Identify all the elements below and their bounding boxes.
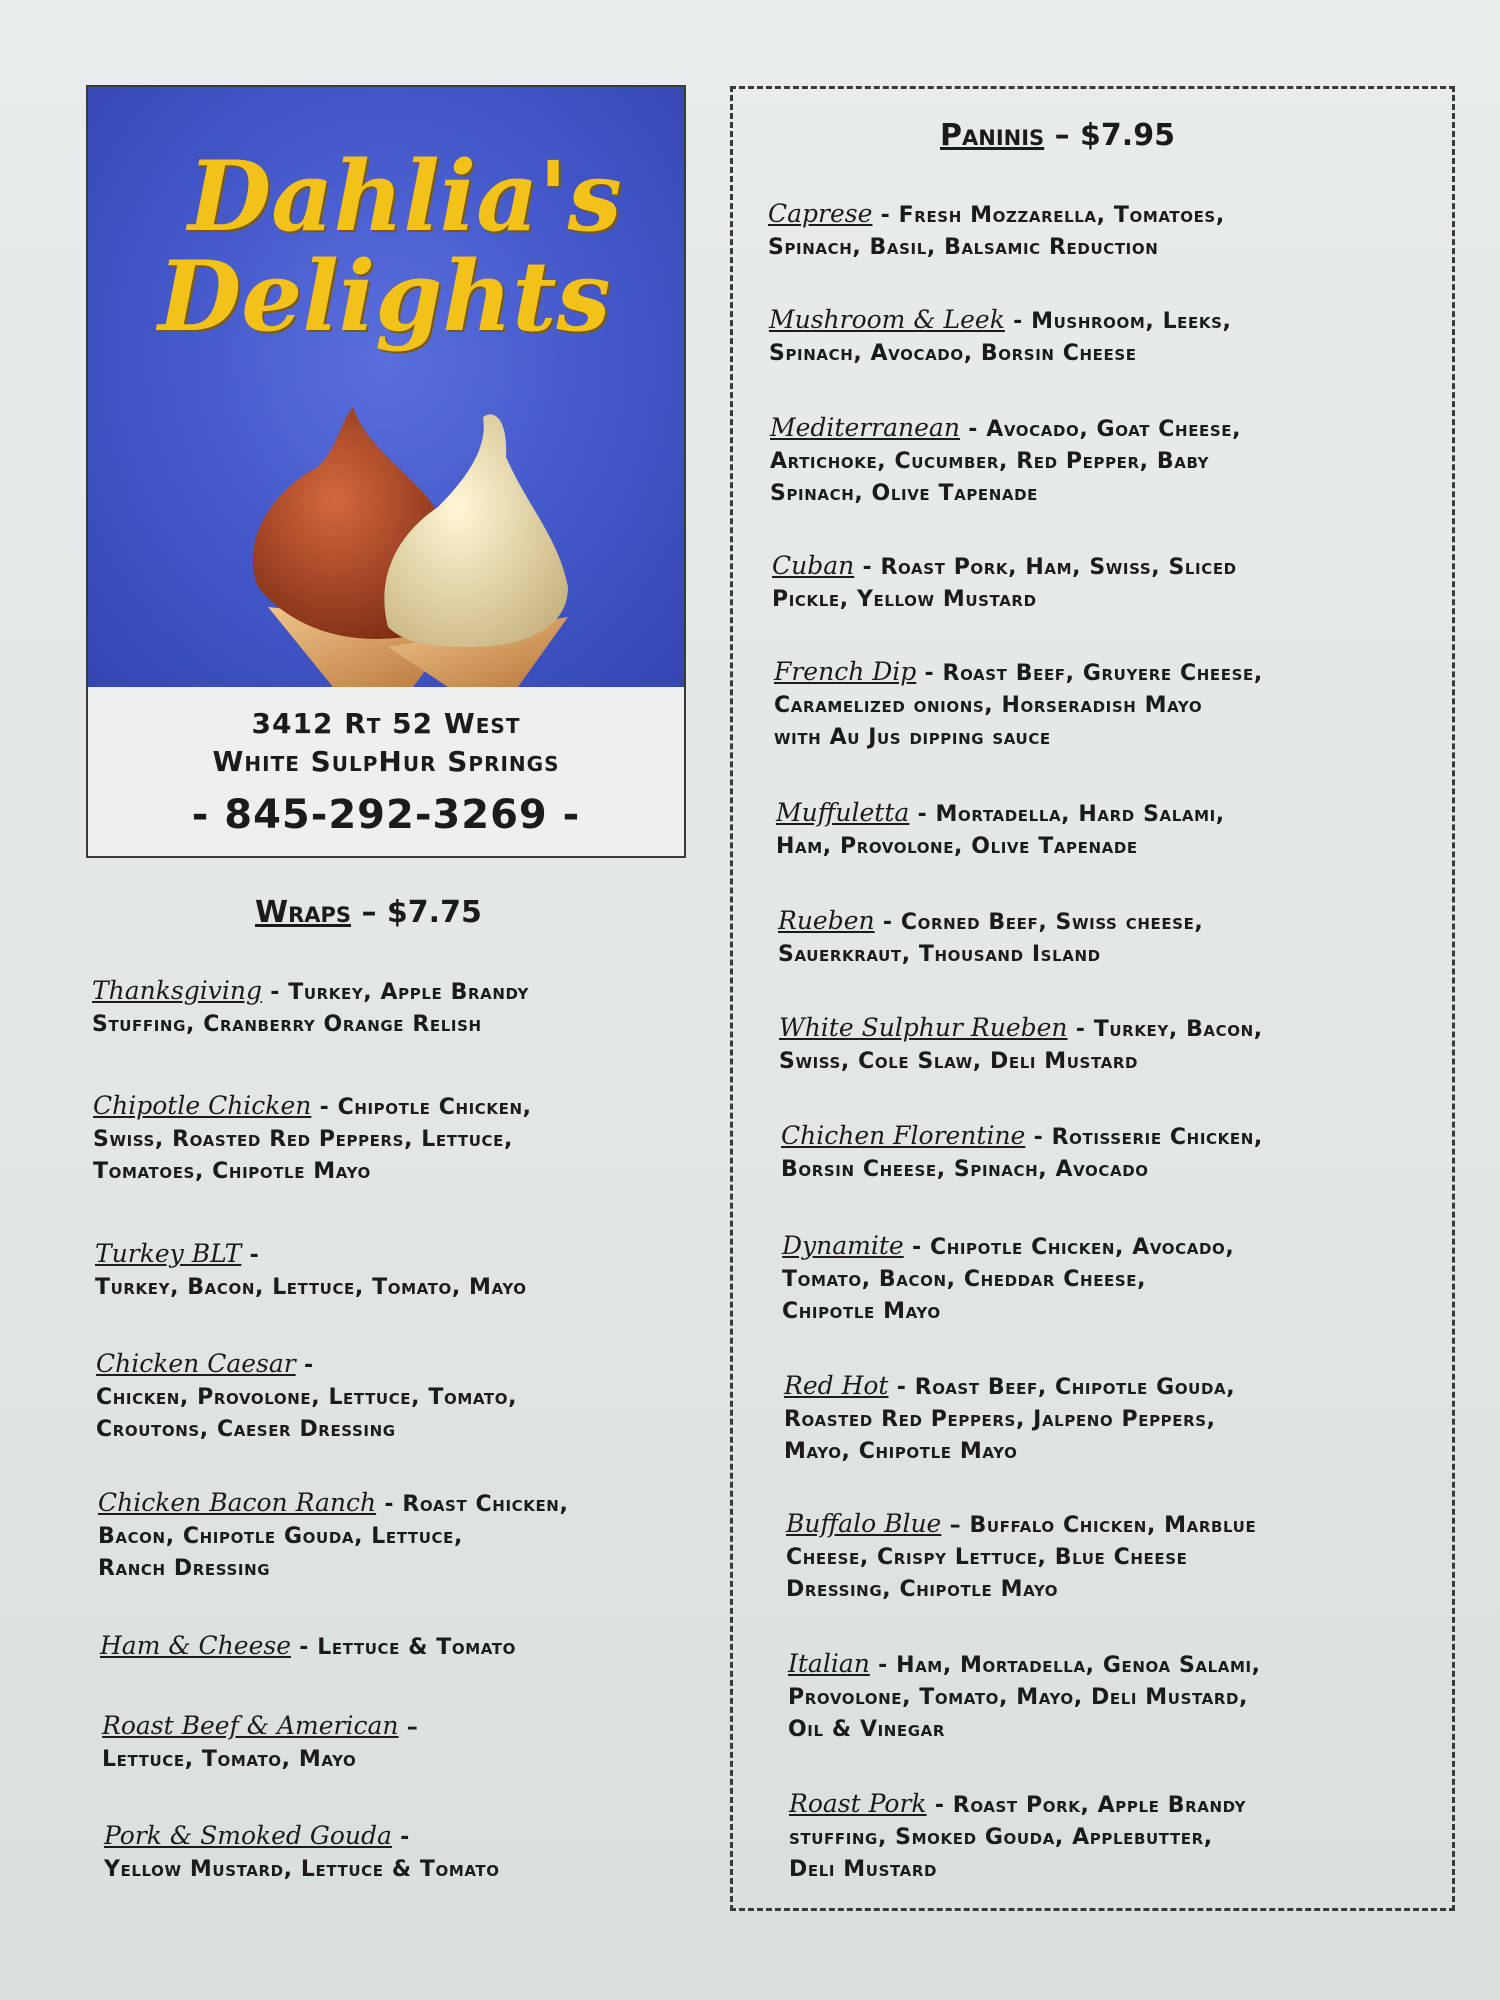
item-name: White Sulphur Rueben [779, 1013, 1068, 1042]
list-item [788, 1648, 1261, 1746]
paninis-price: – $7.95 [1054, 118, 1175, 153]
item-desc: Ranch Dressing [98, 1556, 271, 1581]
item-desc: – [398, 1715, 419, 1740]
list-item [96, 1348, 517, 1446]
item-desc: Spinach, Basil, Balsamic Reduction [768, 235, 1159, 260]
item-desc: - Roast Pork, Ham, Swiss, Sliced [854, 555, 1237, 580]
wraps-price: – $7.75 [361, 895, 482, 930]
item-desc: Croutons, Caeser Dressing [96, 1417, 396, 1442]
item-name: Thanksgiving [92, 976, 262, 1005]
list-item [778, 905, 1203, 971]
item-desc: Dressing, Chipotle Mayo [786, 1577, 1059, 1602]
item-desc: Bacon, Chipotle Gouda, Lettuce, [98, 1524, 463, 1549]
item-desc: Tomato, Bacon, Cheddar Cheese, [782, 1267, 1147, 1292]
item-desc: - Turkey, Bacon, [1067, 1017, 1263, 1042]
item-name: Mediterranean [770, 413, 960, 442]
item-name: Mushroom & Leek [769, 305, 1005, 334]
item-desc: Provolone, Tomato, Mayo, Deli Mustard, [788, 1685, 1249, 1710]
item-name: Roast Beef & American [102, 1711, 399, 1740]
item-name: Chicken Caesar [96, 1349, 296, 1378]
item-desc: - [295, 1353, 314, 1378]
item-name: Muffuletta [776, 798, 910, 827]
logo-text [128, 140, 668, 353]
item-desc: - Corned Beef, Swiss cheese, [874, 910, 1204, 935]
item-desc: Mayo, Chipotle Mayo [784, 1439, 1018, 1464]
item-desc: Ham, Provolone, Olive Tapenade [776, 834, 1138, 859]
list-item [768, 198, 1225, 264]
item-name: Chichen Florentine [781, 1121, 1026, 1150]
item-desc: Swiss, Roasted Red Peppers, Lettuce, [93, 1127, 513, 1152]
item-desc: Artichoke, Cucumber, Red Pepper, Baby [770, 449, 1210, 474]
item-desc: Lettuce, Tomato, Mayo [102, 1747, 357, 1772]
logo-image [88, 87, 684, 687]
list-item [779, 1012, 1263, 1078]
paninis-title-name: Paninis [940, 118, 1045, 153]
item-name: Cuban [772, 551, 855, 580]
item-name: Pork & Smoked Gouda [104, 1821, 392, 1850]
item-desc: - Chipotle Chicken, Avocado, [903, 1235, 1235, 1260]
item-desc: - Rotisserie Chicken, [1025, 1125, 1263, 1150]
item-desc: - Chipotle Chicken, [311, 1095, 532, 1120]
item-desc: Borsin Cheese, Spinach, Avocado [781, 1157, 1149, 1182]
item-desc: - Roast Pork, Apple Brandy [926, 1793, 1247, 1818]
logo-text-line1: Dahlia's [188, 140, 622, 253]
address-line1: 3412 Rt 52 West [251, 707, 521, 740]
item-desc: Roasted Red Peppers, Jalpeno Peppers, [784, 1407, 1216, 1432]
item-name: Red Hot [784, 1371, 889, 1400]
item-desc: Spinach, Olive Tapenade [770, 481, 1039, 506]
item-desc: - [391, 1825, 410, 1850]
logo-text-line2: Delights [158, 240, 611, 353]
list-item [781, 1120, 1263, 1186]
wraps-title [255, 895, 482, 930]
item-desc: Spinach, Avocado, Borsin Cheese [769, 341, 1137, 366]
item-name: Roast Pork [789, 1789, 927, 1818]
list-item [776, 797, 1225, 863]
list-item [772, 550, 1237, 616]
item-desc: – Buffalo Chicken, Marblue [941, 1513, 1257, 1538]
item-desc: - Roast Beef, Gruyere Cheese, [916, 661, 1263, 686]
item-desc: Chipotle Mayo [782, 1299, 941, 1324]
list-item [104, 1820, 500, 1886]
item-desc: - Ham, Mortadella, Genoa Salami, [869, 1653, 1261, 1678]
item-desc: - Mortadella, Hard Salami, [909, 802, 1225, 827]
item-desc: Sauerkraut, Thousand Island [778, 942, 1101, 967]
item-name: Rueben [778, 906, 875, 935]
list-item [774, 656, 1263, 754]
item-desc: stuffing, Smoked Gouda, Applebutter, [789, 1825, 1213, 1850]
item-desc: - Avocado, Goat Cheese, [959, 417, 1242, 442]
item-desc: Swiss, Cole Slaw, Deli Mustard [779, 1049, 1139, 1074]
item-desc: - Lettuce & Tomato [291, 1635, 516, 1660]
list-item [786, 1508, 1256, 1606]
item-desc: Cheese, Crispy Lettuce, Blue Cheese [786, 1545, 1188, 1570]
item-name: Chipotle Chicken [93, 1091, 312, 1120]
list-item [102, 1710, 418, 1776]
list-item [100, 1630, 516, 1664]
item-name: Buffalo Blue [786, 1509, 942, 1538]
wraps-title-name: Wraps [255, 895, 352, 930]
item-name: Dynamite [782, 1231, 904, 1260]
list-item [782, 1230, 1234, 1328]
item-desc: with Au Jus dipping sauce [774, 725, 1051, 750]
item-name: Ham & Cheese [100, 1631, 292, 1660]
item-desc: - Roast Beef, Chipotle Gouda, [888, 1375, 1236, 1400]
item-desc: Caramelized onions, Horseradish Mayo [774, 693, 1203, 718]
item-desc: - Mushroom, Leeks, [1004, 309, 1232, 334]
item-desc: Chicken, Provolone, Lettuce, Tomato, [96, 1385, 518, 1410]
list-item [92, 975, 529, 1041]
item-desc: Deli Mustard [789, 1857, 938, 1882]
item-desc: - Fresh Mozzarella, Tomatoes, [872, 203, 1225, 228]
list-item [95, 1238, 527, 1304]
item-name: Italian [788, 1649, 870, 1678]
item-name: Turkey BLT [95, 1239, 242, 1268]
item-desc: Oil & Vinegar [788, 1717, 946, 1742]
list-item [769, 304, 1231, 370]
paninis-title [940, 118, 1175, 153]
item-desc: Yellow Mustard, Lettuce & Tomato [104, 1857, 500, 1882]
item-desc: - Roast Chicken, [376, 1492, 569, 1517]
list-item [93, 1090, 532, 1188]
logo-card [86, 85, 686, 858]
list-item [784, 1370, 1235, 1468]
item-desc: - [241, 1243, 260, 1268]
list-item [770, 412, 1241, 510]
item-desc: Turkey, Bacon, Lettuce, Tomato, Mayo [95, 1275, 527, 1300]
item-desc: - Turkey, Apple Brandy [261, 980, 529, 1005]
item-desc: Stuffing, Cranberry Orange Relish [92, 1012, 482, 1037]
list-item [789, 1788, 1246, 1886]
item-name: Caprese [768, 199, 873, 228]
item-name: French Dip [774, 657, 917, 686]
phone-number: - 845-292-3269 - [191, 792, 581, 838]
list-item [98, 1487, 568, 1585]
item-desc: Pickle, Yellow Mustard [772, 587, 1037, 612]
address-line2: White SulpHur Springs [212, 745, 560, 778]
item-desc: Tomatoes, Chipotle Mayo [93, 1159, 371, 1184]
item-name: Chicken Bacon Ranch [98, 1488, 377, 1517]
